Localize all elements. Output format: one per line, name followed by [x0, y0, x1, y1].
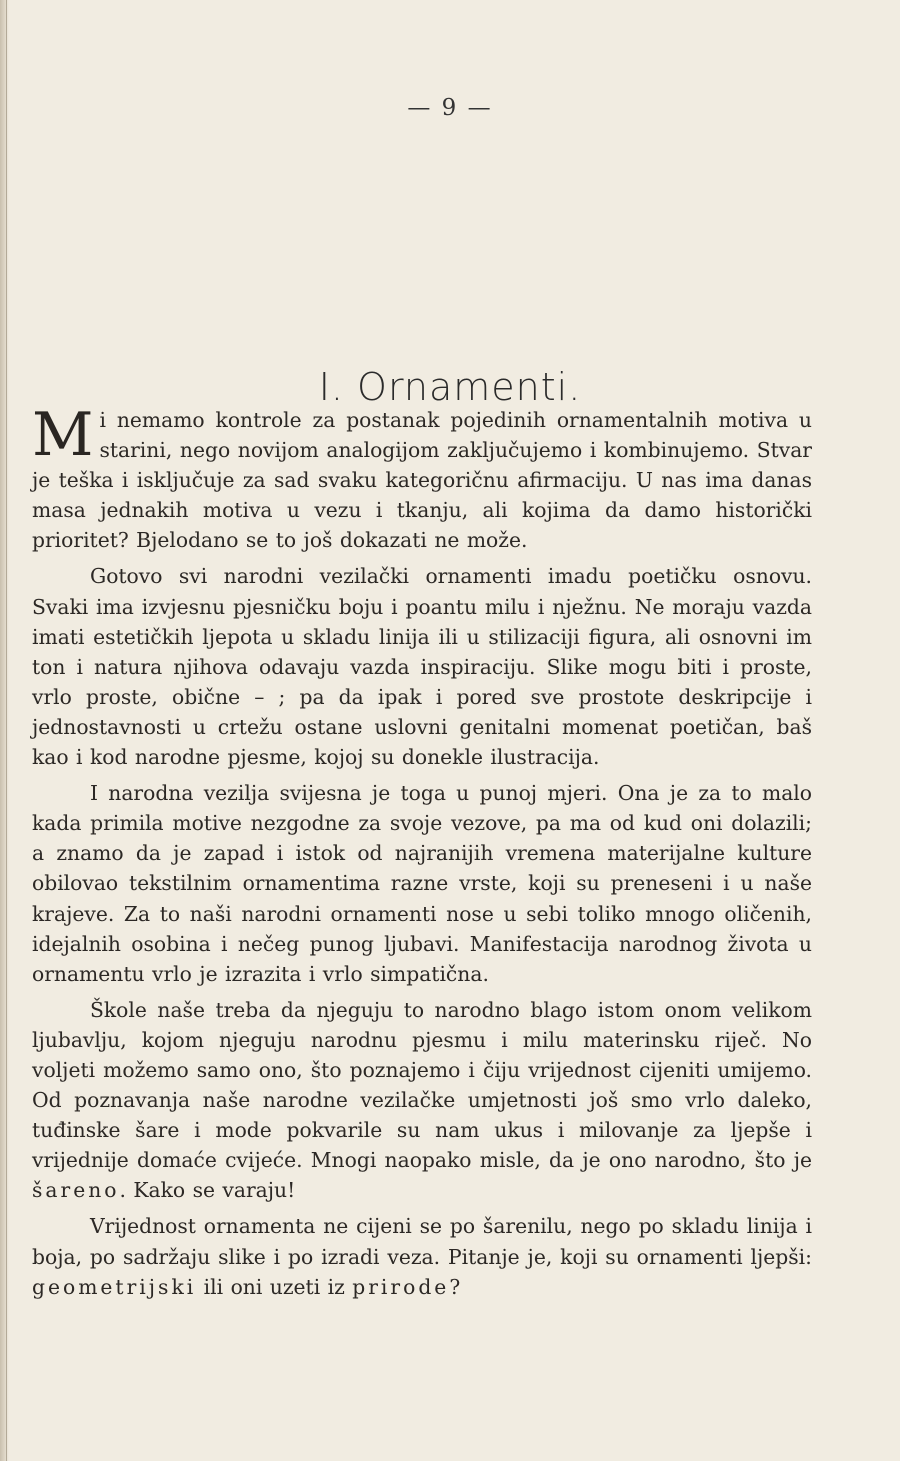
drop-cap: M — [32, 400, 94, 470]
paragraph-1 — [32, 400, 812, 555]
spaced-word-geometrijski: geometrijski — [32, 1274, 197, 1299]
body-text — [32, 400, 812, 1308]
spaced-word-prirode: prirode — [352, 1274, 450, 1299]
page-edge-line — [6, 0, 7, 1461]
paragraph-2: Gotovo svi narodni vezilački ornamenti imadu poetičku osnovu. Svaki ima izvjesnu pjesničku boju i poantu milu i nježnu. Ne moraju vazda imati estetičkih ljepota u skladu linija ili u stilizaciji figura, ali osnovni im ton i natura njihova odavaju vazda inspiraciju. Slike mogu biti i proste, vrlo proste, obične – ; pa da ipak i pored sve prostote deskripcije i jednostavnosti u crtežu ostane uslovni genitalni momenat poetičan, baš kao i kod narodne pjesme, kojoj su donekle ilustracija. — [32, 564, 812, 770]
spaced-word-sareno: šareno — [32, 1178, 120, 1203]
paragraph-4-text-a: Škole naše treba da njeguju to narodno blago istom onom velikom ljubavlju, kojom njeguju narodnu pjesmu i milu materinsku riječ. No voljeti možemo samo ono, što poznajemo i čiju vrijednost cijeniti umijemo. Od poznavanja naše narodne vezilačke umjetnosti još smo vrlo daleko, tuđinske šare i mode pokvarile su nam ukus i milovanje za ljepše i vrijednije domaće cvijeće. Mnogi naopako misle, da je ono narodno, što je — [32, 997, 812, 1173]
paragraph-1-text: i nemamo kontrole za postanak pojedinih ornamentalnih motiva u starini, nego novijom analogijom zaključujemo i kombinujemo. Stvar je teška i isključuje za sad svaku kategoričnu afirmaciju. U nas ima danas masa jednakih motiva u vezu i tkanju, ali kojima da damo historički prioritet? Bjelodano se to još dokazati ne može. — [32, 408, 812, 553]
chapter-title: I. Ornamenti. — [318, 365, 582, 410]
paragraph-4-text-b: . Kako se varaju! — [119, 1178, 296, 1203]
paragraph-5-text-b: ili oni uzeti iz — [196, 1274, 353, 1299]
paragraph-5-text-a: Vrijednost ornamenta ne cijeni se po šarenilu, nego po skladu linija i boja, po sadržaju slike i po izradi veza. Pitanje je, koji su ornamenti ljepši: — [32, 1214, 812, 1269]
page-edge — [0, 0, 9, 1461]
paragraph-3: I narodna vezilja svijesna je toga u punoj mjeri. Ona je za to malo kada primila motive nezgodne za svoje vezove, pa ma od kud oni dolazili; a znamo da je zapad i istok od najranijih vremena materijalne kulture obilovao tekstilnim ornamentima razne vrste, koji su preneseni i u naše krajeve. Za to naši narodni ornamenti nose u sebi toliko mnogo oličenih, idejalnih osobina i nečeg punog ljubavi. Manifestacija narodnog života u ornamentu vrlo je izrazita i vrlo simpatična. — [32, 781, 812, 986]
page-number: — 9 — — [407, 95, 493, 121]
paragraph-4 — [32, 995, 812, 1206]
paragraph-5 — [32, 1211, 812, 1301]
paragraph-5-text-c: ? — [449, 1274, 461, 1299]
